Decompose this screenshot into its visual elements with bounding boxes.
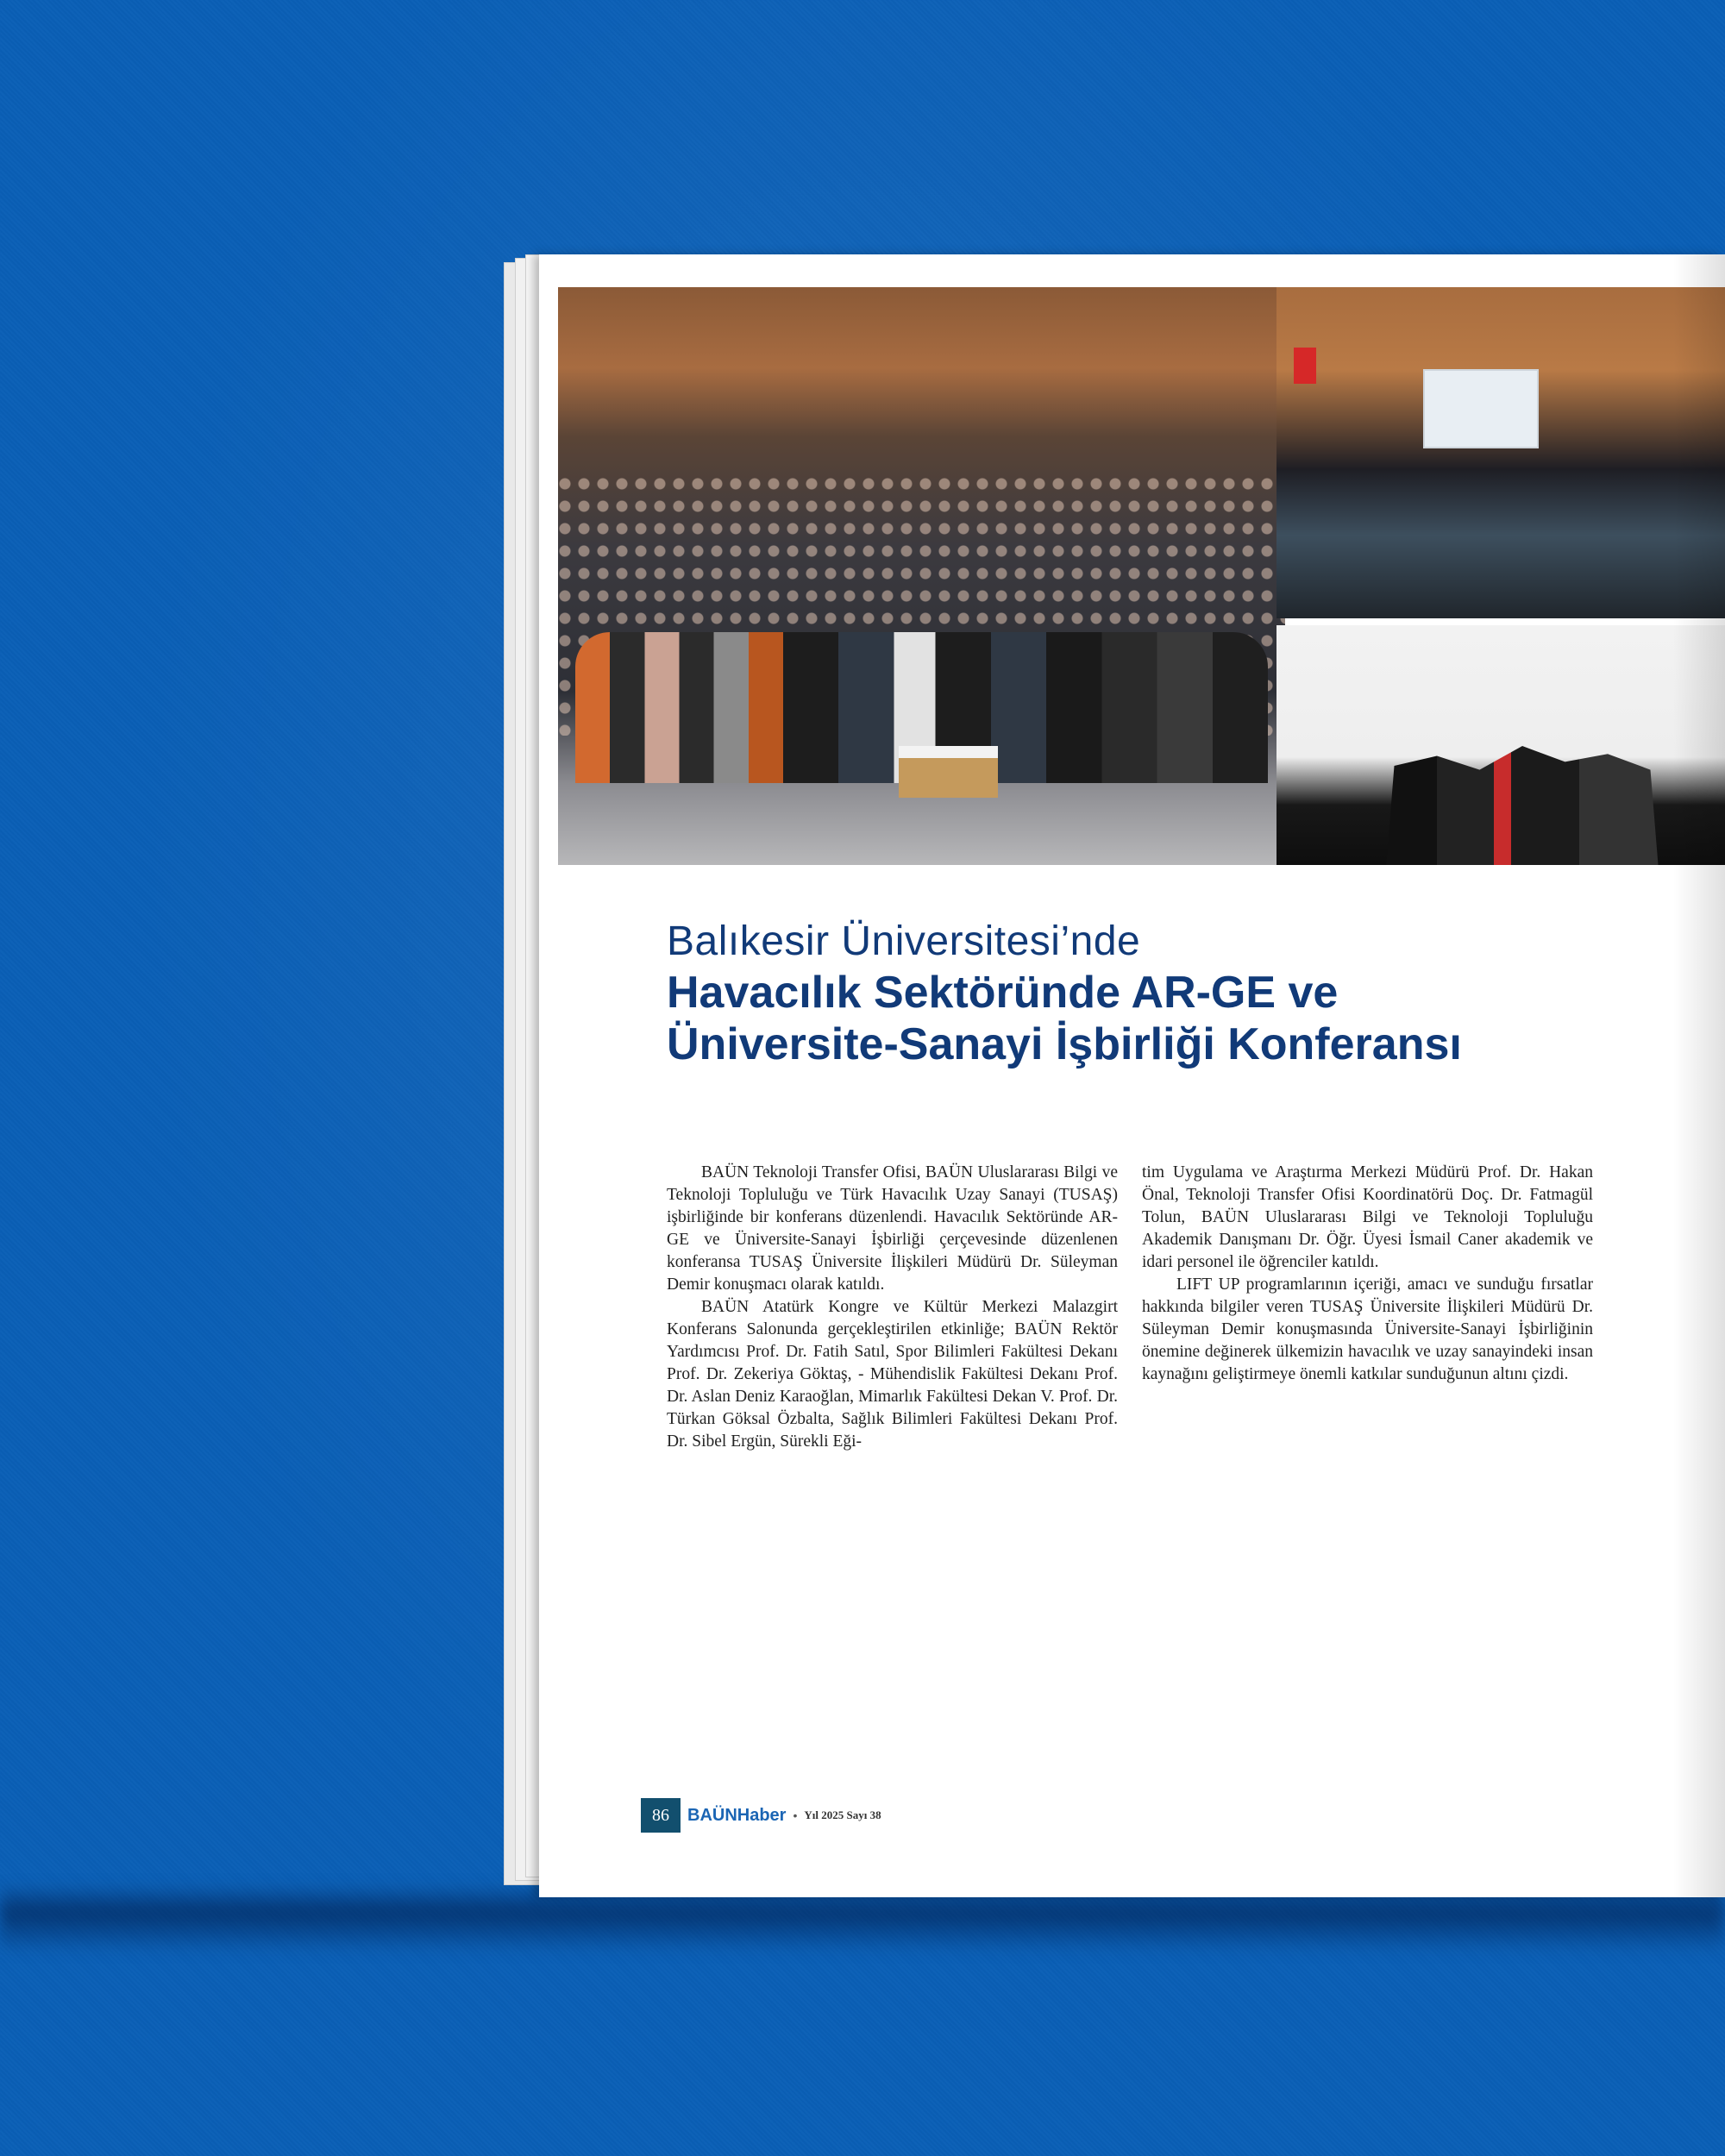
issue-info: Yıl 2025 Sayı 38 — [804, 1808, 881, 1821]
title-line-3: Üniversite-Sanayi İşbirliği Konferansı — [667, 1019, 1462, 1069]
title-line-2: Havacılık Sektöründe AR-GE ve — [667, 968, 1339, 1018]
paragraph: LIFT UP programlarının içeriği, amacı ve sunduğu fırsatlar hakkında bilgiler veren TUSAŞ Üniversite İlişkileri Müdürü Dr. Süleyman Demir konuşmasında Üniversite-Sanayi İşbirliğinin önemine değinerek ülkemizin havacılık ve uzay sanayindeki insan kaynağını geliştirmeye önemli katkılar sunduğunun altını çizdi. — [1142, 1275, 1593, 1383]
projection-screen — [1423, 369, 1539, 448]
title-line-1: Balıkesir Üniversitesi’nde — [667, 918, 1141, 964]
article-title — [667, 917, 1684, 1070]
page-number: 86 — [641, 1798, 681, 1833]
column-1 — [667, 1162, 1118, 1453]
paragraph: BAÜN Atatürk Kongre ve Kültür Merkezi Malazgirt Konferans Salonunda gerçekleştirilen etkinliğe; BAÜN Rektör Yardımcısı Prof. Dr. Fatih Satıl, Spor Bilimleri Fakültesi Dekanı Prof. Dr. Zekeriya Göktaş, - Mühendislik Fakültesi Dekanı Prof. Dr. Aslan Deniz Karaoğlan, Mimarlık Fakültesi Dekan V. Prof. Dr. Türkan Göksal Özbalta, Sağlık Bilimleri Fakültesi Dekanı Prof. Dr. Sibel Ergün, Sürekli Eği- — [667, 1298, 1118, 1451]
flag — [1294, 348, 1316, 384]
paragraph: tim Uygulama ve Araştırma Merkezi Müdürü Prof. Dr. Hakan Önal, Teknoloji Transfer Ofisi Koordinatörü Doç. Dr. Fatmagül Tolun, BAÜN Uluslararası Bilgi ve Teknoloji Topluluğu Akademik Danışmanı Dr. Öğr. Üyesi İsmail Caner akademik ve idari personel ile öğrenciler katıldı. — [1142, 1163, 1593, 1271]
award-ceremony-people — [1380, 746, 1665, 865]
column-2 — [1142, 1162, 1593, 1453]
separator: • — [793, 1808, 798, 1822]
article-body — [667, 1162, 1594, 1453]
group-photo — [558, 287, 1285, 865]
page-footer — [641, 1798, 881, 1833]
auditorium-photo — [1276, 287, 1725, 618]
magazine-page — [539, 254, 1725, 1897]
paragraph: BAÜN Teknoloji Transfer Ofisi, BAÜN Uluslararası Bilgi ve Teknoloji Topluluğu ve Türk Havacılık Uzay Sanayi (TUSAŞ) işbirliğinde bir konferans düzenlendi. Havacılık Sektöründe AR-GE ve Üniversite-Sanayi İşbirliği çerçevesinde düzenlenen konferansa TUSAŞ Üniversite İlişkileri Müdürü Dr. Süleyman Demir konuşmacı olarak katıldı. — [667, 1163, 1118, 1294]
brand-logo: BAÜNHaber — [687, 1805, 787, 1825]
award-photo — [1276, 625, 1725, 865]
flower-table — [899, 746, 998, 798]
